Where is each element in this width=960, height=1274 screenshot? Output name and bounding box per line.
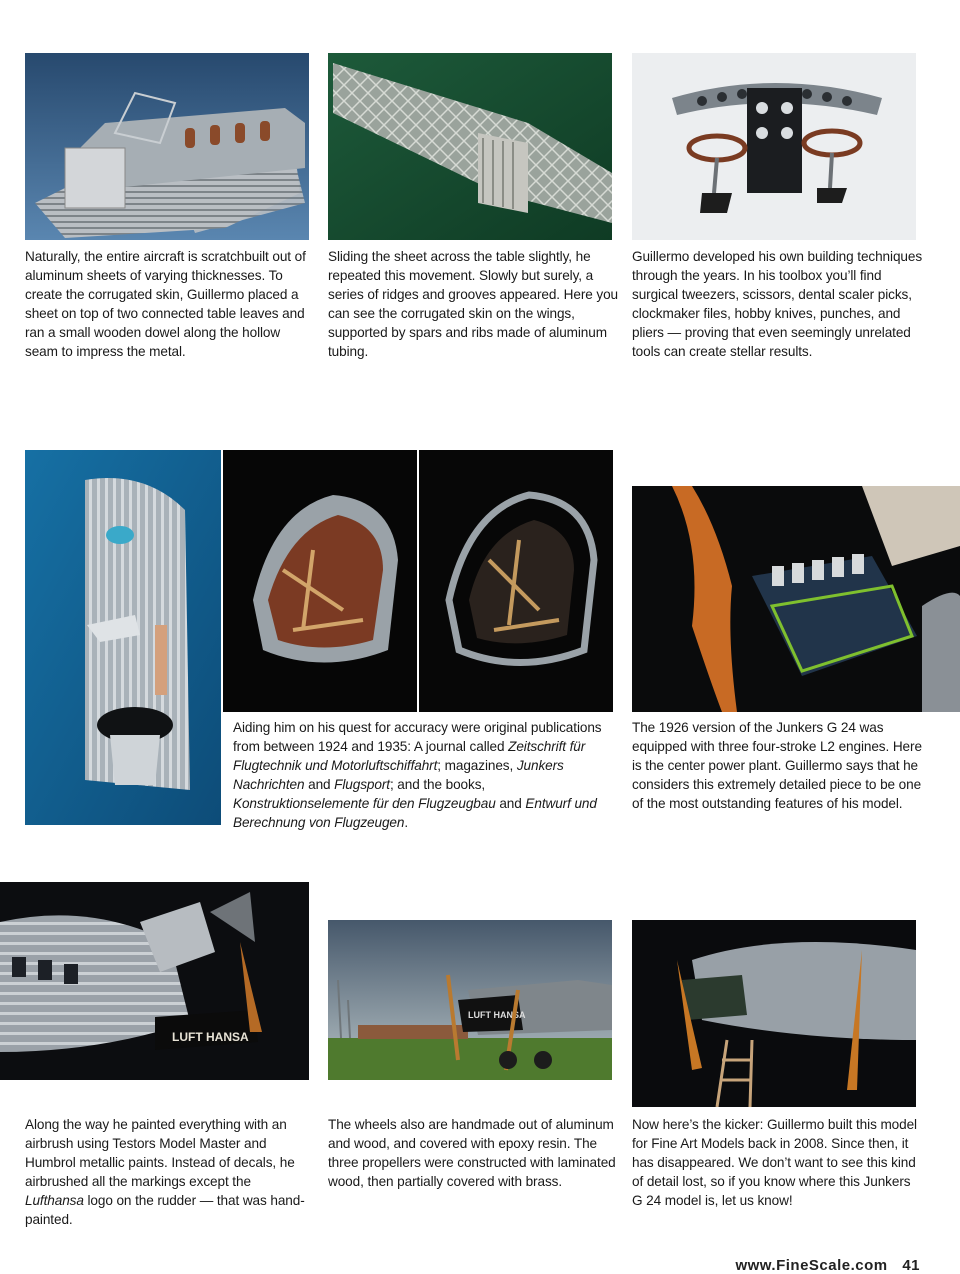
photo-wing-ribs	[328, 53, 612, 240]
photo-instrument-panel	[632, 53, 916, 240]
page-number: 41	[902, 1257, 920, 1274]
photo-seat-leather	[223, 450, 417, 712]
caption-toolbox: Guillermo developed his own building techniques through the years. In his toolbox you’ll find surgical tweezers, scissors, dental scaler picks, clockmaker files, hobby knives, punches, and pliers — proving that even seemingly unrelated tools can create stellar results.	[632, 249, 923, 359]
footer-url[interactable]: www.FineScale.com	[735, 1257, 888, 1274]
photo-fuselage-skeleton	[25, 53, 309, 240]
caption-aluminum-construction: Naturally, the entire aircraft is scratchbuilt out of aluminum sheets of varying thicknesses. To create the corrugated skin, Guillermo placed a sheet on top of two connected table leaves and ran a small wooden dowel along the hollow seam to impress the metal.	[25, 249, 306, 359]
photo-engine	[632, 486, 960, 712]
photo-airfield	[328, 920, 612, 1080]
photo-front-view	[632, 920, 916, 1107]
page-footer	[735, 1257, 920, 1274]
caption-engines: The 1926 version of the Junkers G 24 was equipped with three four-stroke L2 engines. Here is the center power plant. Guillermo says that he considers this extremely detailed piece to be one of the most outstanding features of his model.	[632, 720, 922, 811]
photo-lavatory	[25, 450, 221, 825]
photo-nose-lufthansa	[0, 882, 309, 1080]
airfield-lufthansa-marking: LUFT HANSA	[468, 1010, 526, 1020]
caption-publications: Aiding him on his quest for accuracy were original publications from between 1924 and 1935: A journal called Zeitschrift für Flugtechnik und Motorluftschiffahrt; magazines, Junkers Nachrichten and Flugsport; and the books, Konstruktionselemente für den Flugzeugbau and Entwurf und Berechnung von Flugzeugen.	[233, 720, 602, 830]
lufthansa-marking: LUFT HANSA	[172, 1030, 249, 1044]
caption-wheels-propellers: The wheels also are handmade out of aluminum and wood, and covered with epoxy resin. The three propellers were constructed with laminated wood, then partially covered with brass.	[328, 1117, 616, 1189]
caption-painting: Along the way he painted everything with an airbrush using Testors Model Master and Humbrol metallic paints. Instead of decals, he airbrushed all the markings except the Lufthansa logo on the rudder — that was hand-painted.	[25, 1117, 305, 1227]
caption-corrugated-wings: Sliding the sheet across the table slightly, he repeated this movement. Slowly but surely, a series of ridges and grooves appeared. Here you can see the corrugated skin on the wings, supported by spars and ribs made of aluminum tubing.	[328, 249, 619, 359]
photo-seat-frame	[419, 450, 613, 712]
caption-kicker: Now here’s the kicker: Guillermo built this model for Fine Art Models back in 2008. Since then, it has disappeared. We don’t want to see this kind of detail lost, so if you know where this Junkers G 24 model is, let us know!	[632, 1117, 917, 1208]
